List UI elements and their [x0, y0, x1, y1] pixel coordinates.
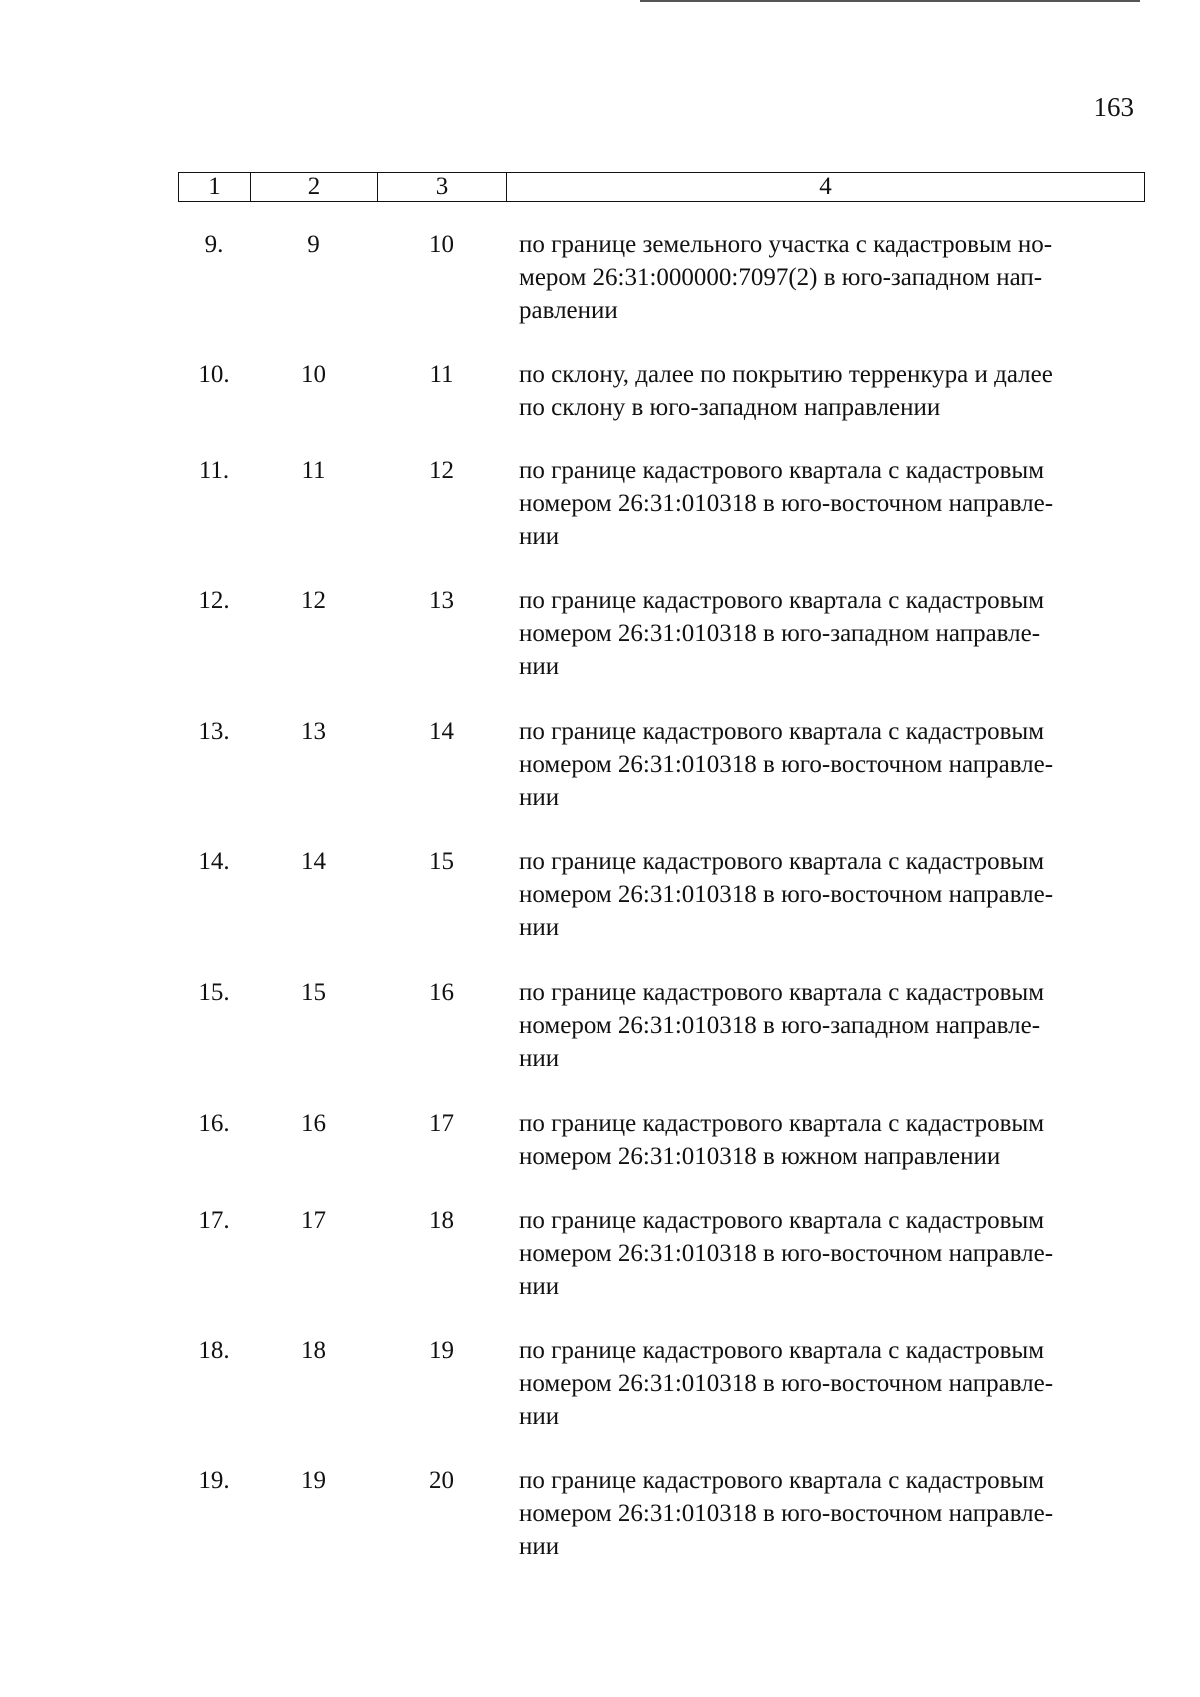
header-col-3: 3 — [378, 173, 507, 201]
boundary-description: по границе кадастрового квартала с кадастровым номером 26:31:010318 в юго-восточном направле- нии — [519, 718, 1054, 811]
point-from: 11 — [301, 457, 326, 484]
point-from: 12 — [301, 587, 326, 614]
row-number: 16. — [198, 1110, 230, 1137]
page-number: 163 — [1093, 92, 1134, 122]
point-from: 14 — [301, 848, 326, 875]
top-edge-rule — [640, 0, 1140, 2]
point-from: 17 — [301, 1207, 326, 1234]
point-to: 13 — [429, 587, 454, 614]
point-to: 10 — [429, 231, 454, 258]
boundary-description: по границе кадастрового квартала с кадастровым номером 26:31:010318 в юго-восточном направле- нии — [519, 457, 1054, 550]
row-number: 10. — [198, 361, 230, 388]
point-to: 15 — [429, 848, 454, 875]
boundary-description: по границе кадастрового квартала с кадастровым номером 26:31:010318 в южном направлении — [519, 1110, 1045, 1170]
point-to: 17 — [429, 1110, 454, 1137]
point-from: 19 — [301, 1467, 326, 1494]
boundary-description: по границе кадастрового квартала с кадастровым номером 26:31:010318 в юго-восточном направле- нии — [519, 848, 1054, 941]
row-number: 18. — [198, 1337, 230, 1364]
header-col-2: 2 — [251, 173, 378, 201]
row-number: 17. — [198, 1207, 230, 1234]
boundary-description: по границе кадастрового квартала с кадастровым номером 26:31:010318 в юго-восточном направле- нии — [519, 1467, 1054, 1560]
point-from: 16 — [301, 1110, 326, 1137]
point-from: 9 — [307, 231, 320, 258]
header-col-4: 4 — [819, 173, 832, 200]
row-number: 9. — [204, 231, 224, 258]
table-header — [178, 172, 1145, 202]
point-from: 10 — [301, 361, 326, 388]
boundary-description: по границе кадастрового квартала с кадастровым номером 26:31:010318 в юго-западном направле- нии — [519, 979, 1045, 1072]
row-number: 19. — [198, 1467, 230, 1494]
point-from: 18 — [301, 1337, 326, 1364]
row-number: 15. — [198, 979, 230, 1006]
row-number: 14. — [198, 848, 230, 875]
row-number: 12. — [198, 587, 230, 614]
point-to: 11 — [429, 361, 454, 388]
point-from: 13 — [301, 718, 326, 745]
header-col-1: 1 — [179, 173, 251, 201]
row-number: 11. — [198, 457, 230, 484]
boundary-description: по границе земельного участка с кадастровым но- мером 26:31:000000:7097(2) в юго-западном нап- равлении — [519, 231, 1053, 324]
row-number: 13. — [198, 718, 230, 745]
point-to: 18 — [429, 1207, 454, 1234]
point-to: 19 — [429, 1337, 454, 1364]
point-to: 12 — [429, 457, 454, 484]
point-to: 20 — [429, 1467, 454, 1494]
point-to: 16 — [429, 979, 454, 1006]
boundary-description: по границе кадастрового квартала с кадастровым номером 26:31:010318 в юго-восточном направле- нии — [519, 1207, 1054, 1300]
point-from: 15 — [301, 979, 326, 1006]
boundary-description: по границе кадастрового квартала с кадастровым номером 26:31:010318 в юго-западном направле- нии — [519, 587, 1045, 680]
boundary-description: по границе кадастрового квартала с кадастровым номером 26:31:010318 в юго-восточном направле- нии — [519, 1337, 1054, 1430]
point-to: 14 — [429, 718, 454, 745]
boundary-description: по склону, далее по покрытию терренкура и далее по склону в юго-западном направлении — [519, 361, 1053, 421]
